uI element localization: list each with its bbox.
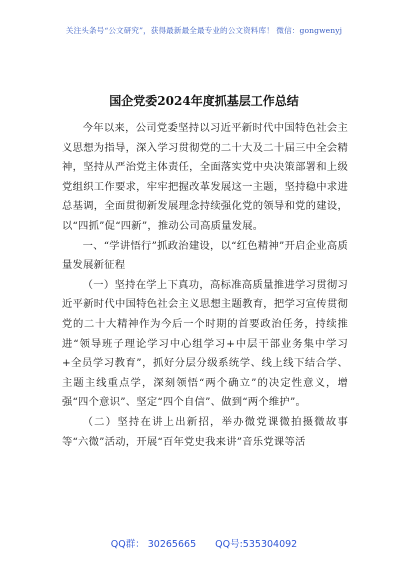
paragraph-intro: 今年以来，公司党委坚持以习近平新时代中国特色社会主义思想为指导，深入学习贯彻党的二十大及二十届三中全会精神，坚持从严治党主体责任，全面落实党中央决策部署和上级党组织工作要求，牢牢把握改革发展这一主题，坚持稳中求进总基调，全面贯彻新发展理念持续强化党的领导和党的建设，以“四抓”促“四新”，推动公司高质量发展。 (62, 122, 348, 232)
section-heading-1: 一、“学讲悟行”抓政治建设，以“红色精神”开启企业高质量发展新征程 (62, 239, 348, 272)
qq-group-text: QQ群： 30265665 (110, 539, 197, 550)
document-title: 国企党委2024年度抓基层工作总结 (109, 94, 299, 108)
document-body (62, 119, 348, 452)
paragraph-1-1: （一）坚持在学上下真功，高标准高质量推进学习贯彻习近平新时代中国特色社会主义思想主题教育，把学习宣传贯彻党的二十大精神作为今后一个时期的首要政治任务，持续推进“领导班子理论学习中心组学习+中层干部业务集中学习+全员学习教育”，抓好分层分级系统学、线上线下结合学、主题主线重点学，深刻领悟“两个确立”的决定性意义，增强“四个意识”、坚定“四个自信”、做到“两个维护”。 (62, 278, 348, 409)
footer-contact (0, 536, 408, 550)
qq-number-text: QQ号:535304092 (215, 539, 298, 550)
header-banner: 关注头条号“公文研究”，获得最新最全最专业的公文资料库！ 微信：gongwenyj (65, 26, 343, 35)
paragraph-1-2: （二）坚持在讲上出新招，举办微党课微拍摄微故事等“六微”活动，开展“百年党史我来讲”音乐党课等活 (62, 415, 348, 448)
